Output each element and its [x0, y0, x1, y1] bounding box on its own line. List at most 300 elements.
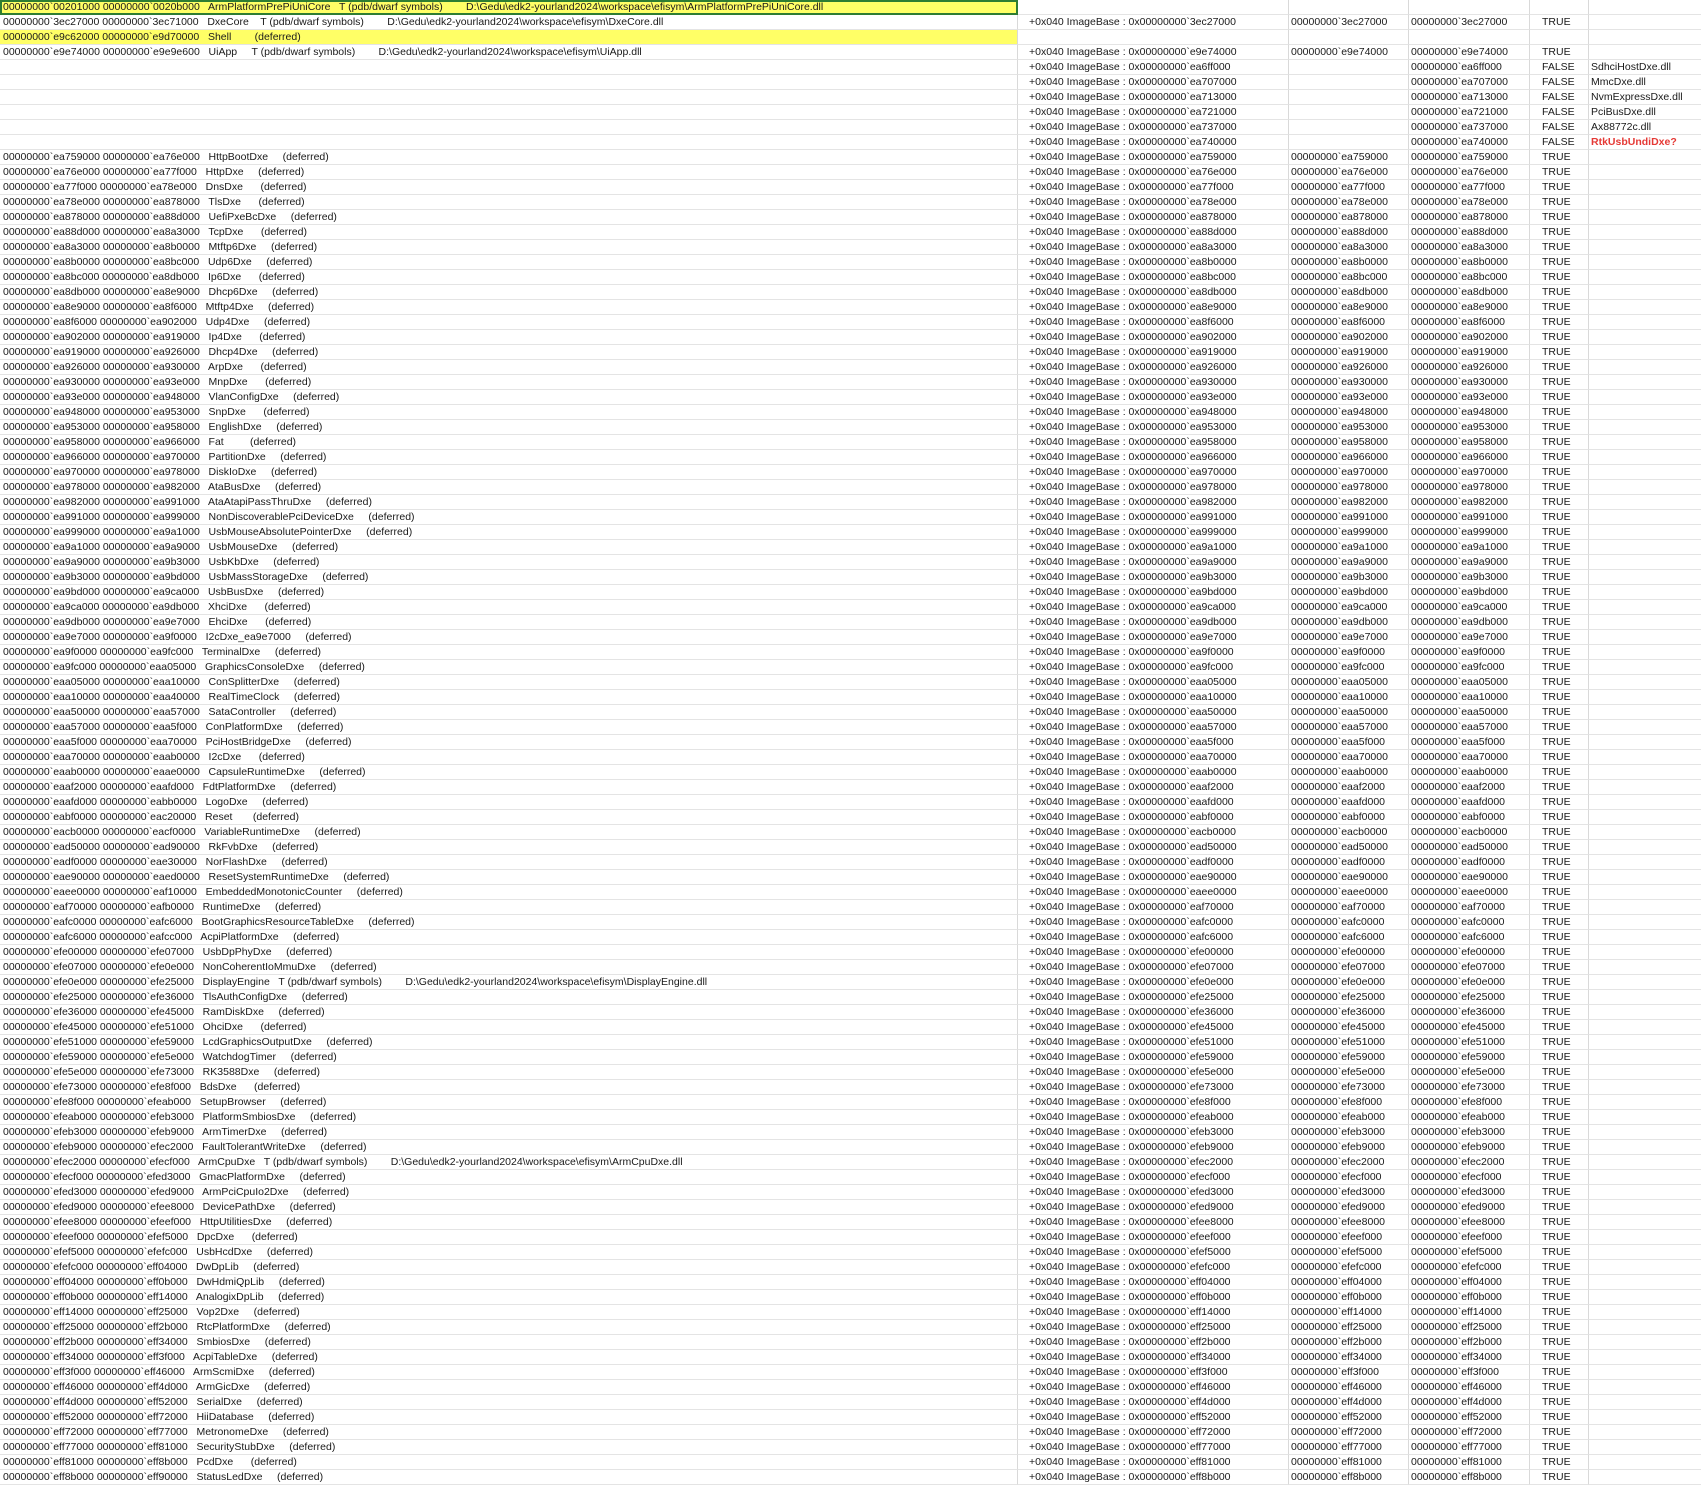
dll-name-cell[interactable]: [1589, 585, 1701, 600]
module-range-cell[interactable]: 00000000`ea88d000 00000000`ea8a3000 TcpDxe (deferred): [0, 225, 1018, 240]
module-range-cell[interactable]: 00000000`ea76e000 00000000`ea77f000 HttpDxe (deferred): [0, 165, 1018, 180]
computed-base-cell[interactable]: 00000000`ea930000: [1409, 375, 1530, 390]
match-flag-cell[interactable]: TRUE: [1530, 1470, 1589, 1485]
match-flag-cell[interactable]: TRUE: [1530, 630, 1589, 645]
module-range-cell[interactable]: 00000000`ea8b0000 00000000`ea8bc000 Udp6Dxe (deferred): [0, 255, 1018, 270]
dll-name-cell[interactable]: [1589, 1095, 1701, 1110]
dll-name-cell[interactable]: [1589, 375, 1701, 390]
imagebase-cell[interactable]: +0x040 ImageBase : 0x00000000`ea991000: [1018, 510, 1289, 525]
module-range-cell[interactable]: [0, 135, 1018, 150]
computed-base-cell[interactable]: [1409, 30, 1530, 45]
base-address-cell[interactable]: 00000000`eaf70000: [1289, 900, 1409, 915]
module-range-cell[interactable]: 00000000`ea8a3000 00000000`ea8b0000 Mtftp6Dxe (deferred): [0, 240, 1018, 255]
match-flag-cell[interactable]: TRUE: [1530, 1425, 1589, 1440]
match-flag-cell[interactable]: TRUE: [1530, 765, 1589, 780]
computed-base-cell[interactable]: 00000000`ea6ff000: [1409, 60, 1530, 75]
imagebase-cell[interactable]: +0x040 ImageBase : 0x00000000`ea978000: [1018, 480, 1289, 495]
match-flag-cell[interactable]: TRUE: [1530, 795, 1589, 810]
computed-base-cell[interactable]: 00000000`ea958000: [1409, 435, 1530, 450]
base-address-cell[interactable]: 00000000`ea77f000: [1289, 180, 1409, 195]
imagebase-cell[interactable]: +0x040 ImageBase : 0x00000000`ea926000: [1018, 360, 1289, 375]
computed-base-cell[interactable]: 00000000`eabf0000: [1409, 810, 1530, 825]
module-range-cell[interactable]: 00000000`eff46000 00000000`eff4d000 ArmGicDxe (deferred): [0, 1380, 1018, 1395]
dll-name-cell[interactable]: [1589, 165, 1701, 180]
imagebase-cell[interactable]: +0x040 ImageBase : 0x00000000`ea982000: [1018, 495, 1289, 510]
base-address-cell[interactable]: 00000000`ea966000: [1289, 450, 1409, 465]
computed-base-cell[interactable]: 00000000`efe59000: [1409, 1050, 1530, 1065]
dll-name-cell[interactable]: [1589, 1005, 1701, 1020]
base-address-cell[interactable]: 00000000`ea9ca000: [1289, 600, 1409, 615]
match-flag-cell[interactable]: TRUE: [1530, 825, 1589, 840]
computed-base-cell[interactable]: 00000000`eadf0000: [1409, 855, 1530, 870]
computed-base-cell[interactable]: 00000000`ea982000: [1409, 495, 1530, 510]
computed-base-cell[interactable]: 00000000`efee8000: [1409, 1215, 1530, 1230]
base-address-cell[interactable]: [1289, 75, 1409, 90]
match-flag-cell[interactable]: TRUE: [1530, 330, 1589, 345]
computed-base-cell[interactable]: 00000000`eaafd000: [1409, 795, 1530, 810]
match-flag-cell[interactable]: TRUE: [1530, 240, 1589, 255]
module-range-cell[interactable]: 00000000`eff52000 00000000`eff72000 HiiDatabase (deferred): [0, 1410, 1018, 1425]
dll-name-cell[interactable]: [1589, 420, 1701, 435]
base-address-cell[interactable]: 00000000`ea958000: [1289, 435, 1409, 450]
module-range-cell[interactable]: 00000000`eff14000 00000000`eff25000 Vop2Dxe (deferred): [0, 1305, 1018, 1320]
base-address-cell[interactable]: 00000000`efe25000: [1289, 990, 1409, 1005]
dll-name-cell[interactable]: [1589, 300, 1701, 315]
imagebase-cell[interactable]: +0x040 ImageBase : 0x00000000`eaf70000: [1018, 900, 1289, 915]
base-address-cell[interactable]: 00000000`ea930000: [1289, 375, 1409, 390]
imagebase-cell[interactable]: +0x040 ImageBase : 0x00000000`eff52000: [1018, 1410, 1289, 1425]
base-address-cell[interactable]: [1289, 120, 1409, 135]
match-flag-cell[interactable]: TRUE: [1530, 285, 1589, 300]
module-range-cell[interactable]: 00000000`efe07000 00000000`efe0e000 NonCoherentIoMmuDxe (deferred): [0, 960, 1018, 975]
dll-name-cell[interactable]: SdhciHostDxe.dll: [1589, 60, 1701, 75]
module-range-cell[interactable]: 00000000`eaa70000 00000000`eaab0000 I2cDxe (deferred): [0, 750, 1018, 765]
imagebase-cell[interactable]: +0x040 ImageBase : 0x00000000`eaafd000: [1018, 795, 1289, 810]
base-address-cell[interactable]: 00000000`ea970000: [1289, 465, 1409, 480]
imagebase-cell[interactable]: +0x040 ImageBase : 0x00000000`eff0b000: [1018, 1290, 1289, 1305]
imagebase-cell[interactable]: +0x040 ImageBase : 0x00000000`efe45000: [1018, 1020, 1289, 1035]
base-address-cell[interactable]: 00000000`efee8000: [1289, 1215, 1409, 1230]
dll-name-cell[interactable]: [1589, 345, 1701, 360]
imagebase-cell[interactable]: +0x040 ImageBase : 0x00000000`eff4d000: [1018, 1395, 1289, 1410]
match-flag-cell[interactable]: TRUE: [1530, 1275, 1589, 1290]
match-flag-cell[interactable]: [1530, 30, 1589, 45]
dll-name-cell[interactable]: [1589, 690, 1701, 705]
match-flag-cell[interactable]: TRUE: [1530, 1305, 1589, 1320]
imagebase-cell[interactable]: +0x040 ImageBase : 0x00000000`efeb3000: [1018, 1125, 1289, 1140]
match-flag-cell[interactable]: TRUE: [1530, 1350, 1589, 1365]
dll-name-cell[interactable]: [1589, 525, 1701, 540]
dll-name-cell[interactable]: [1589, 15, 1701, 30]
match-flag-cell[interactable]: TRUE: [1530, 690, 1589, 705]
module-range-cell[interactable]: 00000000`eaab0000 00000000`eaae0000 CapsuleRuntimeDxe (deferred): [0, 765, 1018, 780]
module-range-cell[interactable]: 00000000`ea953000 00000000`ea958000 EnglishDxe (deferred): [0, 420, 1018, 435]
dll-name-cell[interactable]: [1589, 1230, 1701, 1245]
computed-base-cell[interactable]: 00000000`eaaf2000: [1409, 780, 1530, 795]
match-flag-cell[interactable]: TRUE: [1530, 585, 1589, 600]
base-address-cell[interactable]: 00000000`e9e74000: [1289, 45, 1409, 60]
imagebase-cell[interactable]: +0x040 ImageBase : 0x00000000`efe07000: [1018, 960, 1289, 975]
dll-name-cell[interactable]: [1589, 315, 1701, 330]
base-address-cell[interactable]: 00000000`eae90000: [1289, 870, 1409, 885]
match-flag-cell[interactable]: [1530, 0, 1589, 15]
computed-base-cell[interactable]: 00000000`efeab000: [1409, 1110, 1530, 1125]
imagebase-cell[interactable]: +0x040 ImageBase : 0x00000000`ea721000: [1018, 105, 1289, 120]
dll-name-cell[interactable]: [1589, 1425, 1701, 1440]
match-flag-cell[interactable]: TRUE: [1530, 210, 1589, 225]
imagebase-cell[interactable]: +0x040 ImageBase : 0x00000000`ea737000: [1018, 120, 1289, 135]
dll-name-cell[interactable]: [1589, 0, 1701, 15]
dll-name-cell[interactable]: [1589, 660, 1701, 675]
match-flag-cell[interactable]: TRUE: [1530, 1290, 1589, 1305]
imagebase-cell[interactable]: +0x040 ImageBase : 0x00000000`ea919000: [1018, 345, 1289, 360]
imagebase-cell[interactable]: +0x040 ImageBase : 0x00000000`ea8f6000: [1018, 315, 1289, 330]
module-range-cell[interactable]: 00000000`ea878000 00000000`ea88d000 UefiPxeBcDxe (deferred): [0, 210, 1018, 225]
match-flag-cell[interactable]: TRUE: [1530, 990, 1589, 1005]
imagebase-cell[interactable]: +0x040 ImageBase : 0x00000000`eff04000: [1018, 1275, 1289, 1290]
computed-base-cell[interactable]: 00000000`eaa5f000: [1409, 735, 1530, 750]
module-range-cell[interactable]: [0, 120, 1018, 135]
computed-base-cell[interactable]: 00000000`ea8f6000: [1409, 315, 1530, 330]
computed-base-cell[interactable]: 00000000`ea999000: [1409, 525, 1530, 540]
imagebase-cell[interactable]: +0x040 ImageBase : 0x00000000`eafc0000: [1018, 915, 1289, 930]
computed-base-cell[interactable]: 00000000`efe36000: [1409, 1005, 1530, 1020]
module-range-cell[interactable]: 00000000`ea8f6000 00000000`ea902000 Udp4Dxe (deferred): [0, 315, 1018, 330]
imagebase-cell[interactable]: +0x040 ImageBase : 0x00000000`efe5e000: [1018, 1065, 1289, 1080]
match-flag-cell[interactable]: TRUE: [1530, 720, 1589, 735]
match-flag-cell[interactable]: TRUE: [1530, 540, 1589, 555]
match-flag-cell[interactable]: TRUE: [1530, 660, 1589, 675]
imagebase-cell[interactable]: +0x040 ImageBase : 0x00000000`ea953000: [1018, 420, 1289, 435]
match-flag-cell[interactable]: TRUE: [1530, 510, 1589, 525]
module-range-cell[interactable]: 00000000`ea9fc000 00000000`eaa05000 GraphicsConsoleDxe (deferred): [0, 660, 1018, 675]
computed-base-cell[interactable]: 00000000`eff04000: [1409, 1275, 1530, 1290]
computed-base-cell[interactable]: 00000000`ea737000: [1409, 120, 1530, 135]
match-flag-cell[interactable]: TRUE: [1530, 480, 1589, 495]
imagebase-cell[interactable]: +0x040 ImageBase : 0x00000000`ea76e000: [1018, 165, 1289, 180]
match-flag-cell[interactable]: TRUE: [1530, 1200, 1589, 1215]
computed-base-cell[interactable]: 00000000`efecf000: [1409, 1170, 1530, 1185]
imagebase-cell[interactable]: +0x040 ImageBase : 0x00000000`efe51000: [1018, 1035, 1289, 1050]
base-address-cell[interactable]: 00000000`ea8f6000: [1289, 315, 1409, 330]
imagebase-cell[interactable]: +0x040 ImageBase : 0x00000000`eaa70000: [1018, 750, 1289, 765]
module-range-cell[interactable]: 00000000`ea8e9000 00000000`ea8f6000 Mtftp4Dxe (deferred): [0, 300, 1018, 315]
computed-base-cell[interactable]: 00000000`efe00000: [1409, 945, 1530, 960]
imagebase-cell[interactable]: +0x040 ImageBase : 0x00000000`ea9fc000: [1018, 660, 1289, 675]
computed-base-cell[interactable]: 00000000`ea721000: [1409, 105, 1530, 120]
computed-base-cell[interactable]: 00000000`ea9e7000: [1409, 630, 1530, 645]
dll-name-cell[interactable]: [1589, 1065, 1701, 1080]
computed-base-cell[interactable]: 00000000`ea8bc000: [1409, 270, 1530, 285]
match-flag-cell[interactable]: TRUE: [1530, 915, 1589, 930]
base-address-cell[interactable]: 00000000`efeb9000: [1289, 1140, 1409, 1155]
match-flag-cell[interactable]: TRUE: [1530, 645, 1589, 660]
dll-name-cell[interactable]: [1589, 1185, 1701, 1200]
dll-name-cell[interactable]: [1589, 780, 1701, 795]
module-range-cell[interactable]: 00000000`eff81000 00000000`eff8b000 PcdDxe (deferred): [0, 1455, 1018, 1470]
imagebase-cell[interactable]: +0x040 ImageBase : 0x00000000`ea78e000: [1018, 195, 1289, 210]
module-range-cell[interactable]: 00000000`eaa57000 00000000`eaa5f000 ConPlatformDxe (deferred): [0, 720, 1018, 735]
module-range-cell[interactable]: 00000000`eff2b000 00000000`eff34000 SmbiosDxe (deferred): [0, 1335, 1018, 1350]
base-address-cell[interactable]: 00000000`eaa05000: [1289, 675, 1409, 690]
base-address-cell[interactable]: 00000000`eaa50000: [1289, 705, 1409, 720]
match-flag-cell[interactable]: TRUE: [1530, 960, 1589, 975]
dll-name-cell[interactable]: [1589, 1080, 1701, 1095]
dll-name-cell[interactable]: [1589, 150, 1701, 165]
match-flag-cell[interactable]: TRUE: [1530, 1380, 1589, 1395]
module-range-cell[interactable]: 00000000`eaee0000 00000000`eaf10000 EmbeddedMonotonicCounter (deferred): [0, 885, 1018, 900]
module-range-cell[interactable]: 00000000`efe5e000 00000000`efe73000 RK3588Dxe (deferred): [0, 1065, 1018, 1080]
computed-base-cell[interactable]: 00000000`ea713000: [1409, 90, 1530, 105]
imagebase-cell[interactable]: +0x040 ImageBase : 0x00000000`eae90000: [1018, 870, 1289, 885]
module-range-cell[interactable]: 00000000`eff8b000 00000000`eff90000 StatusLedDxe (deferred): [0, 1470, 1018, 1485]
dll-name-cell[interactable]: [1589, 960, 1701, 975]
base-address-cell[interactable]: 00000000`ea9bd000: [1289, 585, 1409, 600]
dll-name-cell[interactable]: [1589, 915, 1701, 930]
dll-name-cell[interactable]: [1589, 390, 1701, 405]
module-range-cell[interactable]: 00000000`eaafd000 00000000`eabb0000 LogoDxe (deferred): [0, 795, 1018, 810]
computed-base-cell[interactable]: 00000000`efed3000: [1409, 1185, 1530, 1200]
imagebase-cell[interactable]: +0x040 ImageBase : 0x00000000`ea948000: [1018, 405, 1289, 420]
computed-base-cell[interactable]: 00000000`efefc000: [1409, 1260, 1530, 1275]
computed-base-cell[interactable]: 00000000`eff25000: [1409, 1320, 1530, 1335]
module-range-cell[interactable]: 00000000`eff77000 00000000`eff81000 SecurityStubDxe (deferred): [0, 1440, 1018, 1455]
module-range-cell[interactable]: [0, 90, 1018, 105]
match-flag-cell[interactable]: TRUE: [1530, 870, 1589, 885]
imagebase-cell[interactable]: +0x040 ImageBase : 0x00000000`ea878000: [1018, 210, 1289, 225]
module-range-cell[interactable]: 00000000`efe59000 00000000`efe5e000 WatchdogTimer (deferred): [0, 1050, 1018, 1065]
imagebase-cell[interactable]: +0x040 ImageBase : 0x00000000`ea713000: [1018, 90, 1289, 105]
base-address-cell[interactable]: 00000000`ea78e000: [1289, 195, 1409, 210]
computed-base-cell[interactable]: 00000000`ea9b3000: [1409, 570, 1530, 585]
imagebase-cell[interactable]: [1018, 0, 1289, 15]
base-address-cell[interactable]: [1289, 135, 1409, 150]
base-address-cell[interactable]: 00000000`efec2000: [1289, 1155, 1409, 1170]
dll-name-cell[interactable]: [1589, 1260, 1701, 1275]
dll-name-cell[interactable]: [1589, 870, 1701, 885]
match-flag-cell[interactable]: TRUE: [1530, 1230, 1589, 1245]
computed-base-cell[interactable]: 00000000`eae90000: [1409, 870, 1530, 885]
match-flag-cell[interactable]: TRUE: [1530, 345, 1589, 360]
computed-base-cell[interactable]: 00000000`eafc6000: [1409, 930, 1530, 945]
imagebase-cell[interactable]: +0x040 ImageBase : 0x00000000`efe73000: [1018, 1080, 1289, 1095]
module-range-cell[interactable]: 00000000`00201000 00000000`0020b000 ArmPlatformPrePiUniCore T (pdb/dwarf symbols) D:\Gedu\edk2-yourland2024\workspace\efisym\ArmPlatformPrePiUniCore.dll: [0, 0, 1018, 15]
imagebase-cell[interactable]: +0x040 ImageBase : 0x00000000`eff3f000: [1018, 1365, 1289, 1380]
base-address-cell[interactable]: 00000000`ea8a3000: [1289, 240, 1409, 255]
base-address-cell[interactable]: 00000000`efe07000: [1289, 960, 1409, 975]
dll-name-cell[interactable]: [1589, 765, 1701, 780]
dll-name-cell[interactable]: [1589, 285, 1701, 300]
module-range-cell[interactable]: 00000000`ea9f0000 00000000`ea9fc000 TerminalDxe (deferred): [0, 645, 1018, 660]
computed-base-cell[interactable]: 00000000`ea93e000: [1409, 390, 1530, 405]
imagebase-cell[interactable]: +0x040 ImageBase : 0x00000000`eff8b000: [1018, 1470, 1289, 1485]
computed-base-cell[interactable]: 00000000`ea759000: [1409, 150, 1530, 165]
module-range-cell[interactable]: 00000000`ea9ca000 00000000`ea9db000 XhciDxe (deferred): [0, 600, 1018, 615]
base-address-cell[interactable]: 00000000`efefc000: [1289, 1260, 1409, 1275]
base-address-cell[interactable]: 00000000`efe00000: [1289, 945, 1409, 960]
module-range-cell[interactable]: 00000000`eff3f000 00000000`eff46000 ArmScmiDxe (deferred): [0, 1365, 1018, 1380]
module-range-cell[interactable]: 00000000`efeef000 00000000`efef5000 DpcDxe (deferred): [0, 1230, 1018, 1245]
module-range-cell[interactable]: 00000000`ea930000 00000000`ea93e000 MnpDxe (deferred): [0, 375, 1018, 390]
dll-name-cell[interactable]: PciBusDxe.dll: [1589, 105, 1701, 120]
base-address-cell[interactable]: 00000000`ea999000: [1289, 525, 1409, 540]
dll-name-cell[interactable]: [1589, 1155, 1701, 1170]
imagebase-cell[interactable]: [1018, 30, 1289, 45]
dll-name-cell[interactable]: [1589, 225, 1701, 240]
dll-name-cell[interactable]: [1589, 195, 1701, 210]
computed-base-cell[interactable]: 00000000`eff77000: [1409, 1440, 1530, 1455]
base-address-cell[interactable]: 00000000`eff2b000: [1289, 1335, 1409, 1350]
match-flag-cell[interactable]: TRUE: [1530, 1110, 1589, 1125]
module-range-cell[interactable]: 00000000`eabf0000 00000000`eac20000 Reset (deferred): [0, 810, 1018, 825]
module-range-cell[interactable]: 00000000`efefc000 00000000`eff04000 DwDpLib (deferred): [0, 1260, 1018, 1275]
computed-base-cell[interactable]: 00000000`eaab0000: [1409, 765, 1530, 780]
base-address-cell[interactable]: 00000000`ea93e000: [1289, 390, 1409, 405]
module-range-cell[interactable]: 00000000`efef5000 00000000`efefc000 UsbHcdDxe (deferred): [0, 1245, 1018, 1260]
module-range-cell[interactable]: 00000000`3ec27000 00000000`3ec71000 DxeCore T (pdb/dwarf symbols) D:\Gedu\edk2-yourland2024\workspace\efisym\DxeCore.dll: [0, 15, 1018, 30]
base-address-cell[interactable]: 00000000`eff46000: [1289, 1380, 1409, 1395]
imagebase-cell[interactable]: +0x040 ImageBase : 0x00000000`efe0e000: [1018, 975, 1289, 990]
module-range-cell[interactable]: 00000000`eafc0000 00000000`eafc6000 BootGraphicsResourceTableDxe (deferred): [0, 915, 1018, 930]
computed-base-cell[interactable]: 00000000`efe25000: [1409, 990, 1530, 1005]
dll-name-cell[interactable]: [1589, 360, 1701, 375]
match-flag-cell[interactable]: TRUE: [1530, 495, 1589, 510]
module-range-cell[interactable]: 00000000`efeb3000 00000000`efeb9000 ArmTimerDxe (deferred): [0, 1125, 1018, 1140]
module-range-cell[interactable]: 00000000`eadf0000 00000000`eae30000 NorFlashDxe (deferred): [0, 855, 1018, 870]
base-address-cell[interactable]: 00000000`eff14000: [1289, 1305, 1409, 1320]
module-range-cell[interactable]: 00000000`ea9bd000 00000000`ea9ca000 UsbBusDxe (deferred): [0, 585, 1018, 600]
match-flag-cell[interactable]: TRUE: [1530, 1440, 1589, 1455]
imagebase-cell[interactable]: +0x040 ImageBase : 0x00000000`efeef000: [1018, 1230, 1289, 1245]
dll-name-cell[interactable]: [1589, 435, 1701, 450]
imagebase-cell[interactable]: +0x040 ImageBase : 0x00000000`eff46000: [1018, 1380, 1289, 1395]
dll-name-cell[interactable]: [1589, 510, 1701, 525]
match-flag-cell[interactable]: FALSE: [1530, 135, 1589, 150]
imagebase-cell[interactable]: +0x040 ImageBase : 0x00000000`ea9a1000: [1018, 540, 1289, 555]
computed-base-cell[interactable]: 00000000`efed9000: [1409, 1200, 1530, 1215]
computed-base-cell[interactable]: 00000000`ea902000: [1409, 330, 1530, 345]
dll-name-cell[interactable]: [1589, 570, 1701, 585]
imagebase-cell[interactable]: +0x040 ImageBase : 0x00000000`ea902000: [1018, 330, 1289, 345]
module-range-cell[interactable]: 00000000`e9e74000 00000000`e9e9e600 UiApp T (pdb/dwarf symbols) D:\Gedu\edk2-yourland2024\workspace\efisym\UiApp.dll: [0, 45, 1018, 60]
dll-name-cell[interactable]: [1589, 750, 1701, 765]
imagebase-cell[interactable]: +0x040 ImageBase : 0x00000000`efecf000: [1018, 1170, 1289, 1185]
match-flag-cell[interactable]: FALSE: [1530, 120, 1589, 135]
match-flag-cell[interactable]: TRUE: [1530, 1020, 1589, 1035]
computed-base-cell[interactable]: 00000000`efe8f000: [1409, 1095, 1530, 1110]
computed-base-cell[interactable]: 00000000`ea740000: [1409, 135, 1530, 150]
dll-name-cell[interactable]: [1589, 885, 1701, 900]
match-flag-cell[interactable]: TRUE: [1530, 45, 1589, 60]
base-address-cell[interactable]: 00000000`eff52000: [1289, 1410, 1409, 1425]
dll-name-cell[interactable]: [1589, 975, 1701, 990]
imagebase-cell[interactable]: +0x040 ImageBase : 0x00000000`ea8db000: [1018, 285, 1289, 300]
imagebase-cell[interactable]: +0x040 ImageBase : 0x00000000`ea966000: [1018, 450, 1289, 465]
imagebase-cell[interactable]: +0x040 ImageBase : 0x00000000`ea707000: [1018, 75, 1289, 90]
module-range-cell[interactable]: 00000000`efed3000 00000000`efed9000 ArmPciCpuIo2Dxe (deferred): [0, 1185, 1018, 1200]
dll-name-cell[interactable]: [1589, 465, 1701, 480]
dll-name-cell[interactable]: RtkUsbUndiDxe?: [1589, 135, 1701, 150]
computed-base-cell[interactable]: 00000000`ea919000: [1409, 345, 1530, 360]
match-flag-cell[interactable]: TRUE: [1530, 1080, 1589, 1095]
base-address-cell[interactable]: 00000000`efed3000: [1289, 1185, 1409, 1200]
base-address-cell[interactable]: 00000000`eadf0000: [1289, 855, 1409, 870]
base-address-cell[interactable]: [1289, 60, 1409, 75]
dll-name-cell[interactable]: [1589, 795, 1701, 810]
imagebase-cell[interactable]: +0x040 ImageBase : 0x00000000`eff14000: [1018, 1305, 1289, 1320]
module-range-cell[interactable]: 00000000`ea759000 00000000`ea76e000 HttpBootDxe (deferred): [0, 150, 1018, 165]
computed-base-cell[interactable]: 00000000`ea78e000: [1409, 195, 1530, 210]
module-range-cell[interactable]: 00000000`ea970000 00000000`ea978000 DiskIoDxe (deferred): [0, 465, 1018, 480]
match-flag-cell[interactable]: TRUE: [1530, 555, 1589, 570]
match-flag-cell[interactable]: TRUE: [1530, 255, 1589, 270]
module-range-cell[interactable]: 00000000`eaaf2000 00000000`eaafd000 FdtPlatformDxe (deferred): [0, 780, 1018, 795]
base-address-cell[interactable]: 00000000`ea8e9000: [1289, 300, 1409, 315]
base-address-cell[interactable]: 00000000`ea978000: [1289, 480, 1409, 495]
base-address-cell[interactable]: 00000000`ea948000: [1289, 405, 1409, 420]
module-range-cell[interactable]: 00000000`eff0b000 00000000`eff14000 AnalogixDpLib (deferred): [0, 1290, 1018, 1305]
dll-name-cell[interactable]: [1589, 540, 1701, 555]
base-address-cell[interactable]: 00000000`eaab0000: [1289, 765, 1409, 780]
dll-name-cell[interactable]: [1589, 45, 1701, 60]
module-range-cell[interactable]: 00000000`efe45000 00000000`efe51000 OhciDxe (deferred): [0, 1020, 1018, 1035]
match-flag-cell[interactable]: TRUE: [1530, 525, 1589, 540]
computed-base-cell[interactable]: 00000000`ead50000: [1409, 840, 1530, 855]
imagebase-cell[interactable]: +0x040 ImageBase : 0x00000000`ea740000: [1018, 135, 1289, 150]
module-range-cell[interactable]: 00000000`eff4d000 00000000`eff52000 SerialDxe (deferred): [0, 1395, 1018, 1410]
imagebase-cell[interactable]: +0x040 ImageBase : 0x00000000`ea958000: [1018, 435, 1289, 450]
imagebase-cell[interactable]: +0x040 ImageBase : 0x00000000`eaa05000: [1018, 675, 1289, 690]
match-flag-cell[interactable]: TRUE: [1530, 705, 1589, 720]
base-address-cell[interactable]: 00000000`eaa10000: [1289, 690, 1409, 705]
base-address-cell[interactable]: 00000000`efecf000: [1289, 1170, 1409, 1185]
match-flag-cell[interactable]: FALSE: [1530, 90, 1589, 105]
imagebase-cell[interactable]: +0x040 ImageBase : 0x00000000`efef5000: [1018, 1245, 1289, 1260]
imagebase-cell[interactable]: +0x040 ImageBase : 0x00000000`efe25000: [1018, 990, 1289, 1005]
base-address-cell[interactable]: [1289, 0, 1409, 15]
computed-base-cell[interactable]: 00000000`ea948000: [1409, 405, 1530, 420]
imagebase-cell[interactable]: +0x040 ImageBase : 0x00000000`efefc000: [1018, 1260, 1289, 1275]
imagebase-cell[interactable]: +0x040 ImageBase : 0x00000000`eaab0000: [1018, 765, 1289, 780]
imagebase-cell[interactable]: +0x040 ImageBase : 0x00000000`eaa10000: [1018, 690, 1289, 705]
base-address-cell[interactable]: 00000000`eff3f000: [1289, 1365, 1409, 1380]
match-flag-cell[interactable]: FALSE: [1530, 75, 1589, 90]
imagebase-cell[interactable]: +0x040 ImageBase : 0x00000000`ead50000: [1018, 840, 1289, 855]
imagebase-cell[interactable]: +0x040 ImageBase : 0x00000000`ea9ca000: [1018, 600, 1289, 615]
computed-base-cell[interactable]: 00000000`efeb9000: [1409, 1140, 1530, 1155]
computed-base-cell[interactable]: 00000000`efe07000: [1409, 960, 1530, 975]
computed-base-cell[interactable]: 00000000`eff52000: [1409, 1410, 1530, 1425]
computed-base-cell[interactable]: 00000000`ea953000: [1409, 420, 1530, 435]
imagebase-cell[interactable]: +0x040 ImageBase : 0x00000000`ea9bd000: [1018, 585, 1289, 600]
computed-base-cell[interactable]: 00000000`efec2000: [1409, 1155, 1530, 1170]
base-address-cell[interactable]: 00000000`ea991000: [1289, 510, 1409, 525]
dll-name-cell[interactable]: [1589, 675, 1701, 690]
module-range-cell[interactable]: 00000000`efed9000 00000000`efee8000 DevicePathDxe (deferred): [0, 1200, 1018, 1215]
imagebase-cell[interactable]: +0x040 ImageBase : 0x00000000`efeab000: [1018, 1110, 1289, 1125]
dll-name-cell[interactable]: [1589, 600, 1701, 615]
imagebase-cell[interactable]: +0x040 ImageBase : 0x00000000`efe8f000: [1018, 1095, 1289, 1110]
computed-base-cell[interactable]: 00000000`eaf70000: [1409, 900, 1530, 915]
match-flag-cell[interactable]: TRUE: [1530, 390, 1589, 405]
match-flag-cell[interactable]: TRUE: [1530, 900, 1589, 915]
computed-base-cell[interactable]: 00000000`ea76e000: [1409, 165, 1530, 180]
imagebase-cell[interactable]: +0x040 ImageBase : 0x00000000`efec2000: [1018, 1155, 1289, 1170]
module-range-cell[interactable]: 00000000`eff34000 00000000`eff3f000 AcpiTableDxe (deferred): [0, 1350, 1018, 1365]
dll-name-cell[interactable]: [1589, 1110, 1701, 1125]
computed-base-cell[interactable]: 00000000`eaa10000: [1409, 690, 1530, 705]
imagebase-cell[interactable]: +0x040 ImageBase : 0x00000000`ea8e9000: [1018, 300, 1289, 315]
